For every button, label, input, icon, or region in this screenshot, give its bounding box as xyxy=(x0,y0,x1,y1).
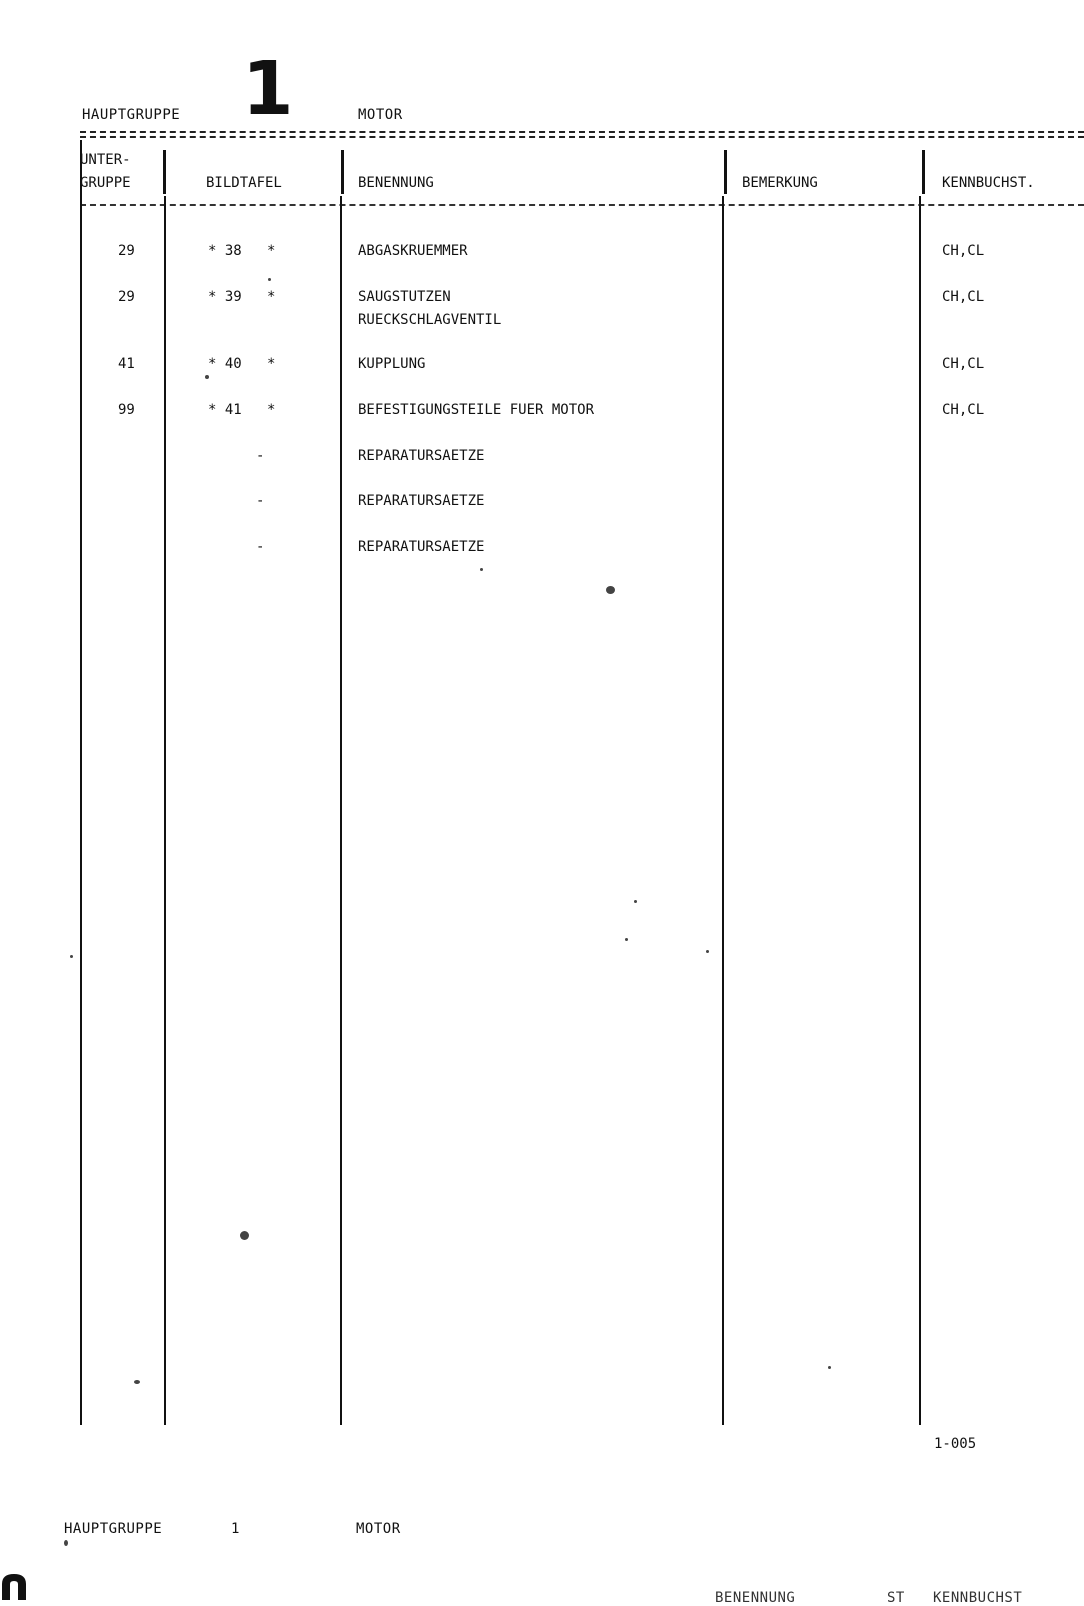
scan-speck xyxy=(70,955,73,958)
page-number: 1-005 xyxy=(934,1436,977,1452)
scan-speck xyxy=(134,1380,140,1384)
cell-benennung: ABGASKRUEMMER xyxy=(358,243,468,259)
scan-speck xyxy=(205,375,209,379)
scan-speck xyxy=(240,1231,249,1240)
column-divider xyxy=(340,196,342,1425)
cell-bildtafel: - xyxy=(256,448,265,464)
next-group-name: MOTOR xyxy=(356,1521,401,1537)
col-untergruppe-line1: UNTER- xyxy=(80,152,131,168)
cell-bildtafel: * 41 * xyxy=(208,402,276,418)
column-divider xyxy=(722,196,724,1425)
cell-benennung: REPARATURSAETZE xyxy=(358,448,485,464)
cell-untergruppe: 29 xyxy=(118,243,135,259)
scan-speck xyxy=(606,586,615,594)
cell-kennbuchst: CH,CL xyxy=(942,356,985,372)
cell-benennung: BEFESTIGUNGSTEILE FUER MOTOR xyxy=(358,402,595,418)
group-label: HAUPTGRUPPE xyxy=(82,107,181,123)
table-border-left xyxy=(80,140,82,1425)
scan-speck xyxy=(268,278,271,281)
col-kennbuchst: KENNBUCHST. xyxy=(942,175,1035,191)
header-rule-top xyxy=(80,131,1084,133)
column-divider xyxy=(919,196,921,1425)
next-col-st: ST xyxy=(887,1590,905,1606)
cell-benennung: REPARATURSAETZE xyxy=(358,539,485,555)
cell-bildtafel: - xyxy=(256,539,265,555)
next-group-label: HAUPTGRUPPE xyxy=(64,1521,163,1537)
header-divider xyxy=(922,150,925,194)
cell-kennbuchst: CH,CL xyxy=(942,289,985,305)
cell-benennung: KUPPLUNG xyxy=(358,356,426,372)
cell-untergruppe: 99 xyxy=(118,402,135,418)
cell-bildtafel: * 40 * xyxy=(208,356,276,372)
header-divider xyxy=(724,150,727,194)
col-bildtafel: BILDTAFEL xyxy=(206,175,282,191)
cell-untergruppe: 41 xyxy=(118,356,135,372)
header-divider xyxy=(341,150,344,194)
group-number-large: 1 xyxy=(242,46,294,132)
cell-benennung-line2: RUECKSCHLAGVENTIL xyxy=(358,312,502,328)
scan-speck xyxy=(64,1540,68,1546)
scan-speck xyxy=(828,1366,831,1369)
cell-bildtafel: * 38 * xyxy=(208,243,276,259)
scan-speck xyxy=(634,900,637,903)
next-col-kennbuchst: KENNBUCHST xyxy=(933,1590,1023,1606)
header-divider xyxy=(163,150,166,194)
col-bemerkung: BEMERKUNG xyxy=(742,175,818,191)
next-group-number: 1 xyxy=(231,1521,240,1537)
cell-kennbuchst: CH,CL xyxy=(942,243,985,259)
corner-mark xyxy=(0,1570,30,1600)
group-name: MOTOR xyxy=(358,107,403,123)
header-rule-bottom xyxy=(80,136,1084,138)
cell-bildtafel: * 39 * xyxy=(208,289,276,305)
scan-speck xyxy=(625,938,628,941)
scan-speck xyxy=(480,568,483,571)
scan-speck xyxy=(706,950,709,953)
cell-untergruppe: 29 xyxy=(118,289,135,305)
cell-bildtafel: - xyxy=(256,493,265,509)
cell-kennbuchst: CH,CL xyxy=(942,402,985,418)
column-header-rule xyxy=(80,204,1084,206)
col-benennung: BENENNUNG xyxy=(358,175,434,191)
cell-benennung: SAUGSTUTZEN xyxy=(358,289,451,305)
cell-benennung: REPARATURSAETZE xyxy=(358,493,485,509)
col-untergruppe-line2: GRUPPE xyxy=(80,175,131,191)
next-col-benennung: BENENNUNG xyxy=(715,1590,796,1606)
column-divider xyxy=(164,196,166,1425)
